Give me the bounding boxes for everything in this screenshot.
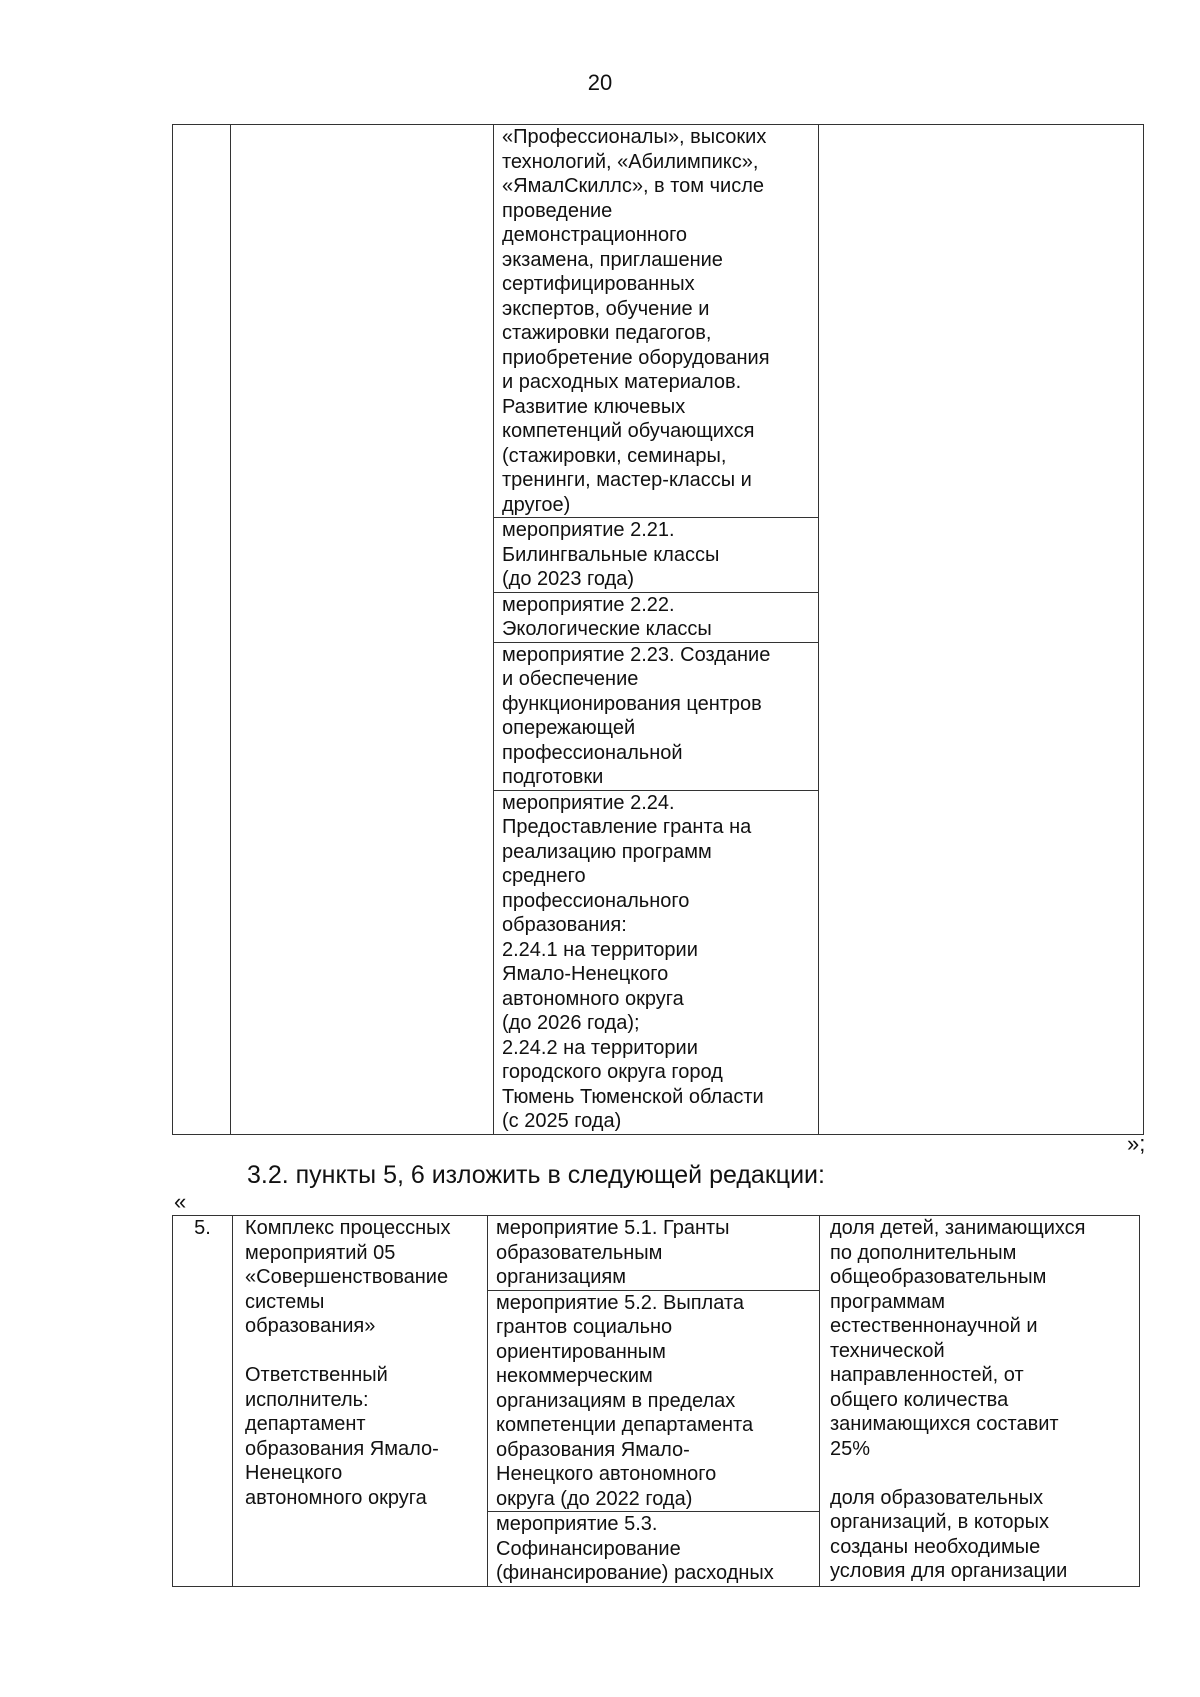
- text-line: 2.24.1 на территории: [502, 938, 698, 961]
- complex-cell-empty: [231, 125, 494, 1135]
- text-line: исполнитель:: [245, 1388, 369, 1411]
- activity-2-23: [494, 643, 818, 791]
- text-line: (до 2026 года);: [502, 1012, 640, 1034]
- activity-5-1: [488, 1216, 819, 1291]
- text-line: грантов социально: [496, 1316, 673, 1338]
- text-line: ориентированным: [496, 1340, 666, 1363]
- text-line: другое): [502, 493, 571, 516]
- text-line: экзамена, приглашение: [502, 248, 723, 271]
- text-line: Билингвальные классы: [502, 543, 720, 566]
- text-line: мероприятие 5.3.: [496, 1513, 658, 1535]
- text-line: мероприятие 5.1. Гранты: [496, 1217, 730, 1239]
- text-line: мероприятие 2.23. Создание: [502, 643, 771, 666]
- text-line: доля детей, занимающихся: [830, 1217, 1086, 1239]
- text-line: проведение: [502, 199, 613, 222]
- text-line: среднего: [502, 865, 586, 887]
- text-line: компетенции департамента: [496, 1414, 754, 1436]
- text-line: Софинансирование: [496, 1537, 681, 1560]
- responsible-executor: [245, 1363, 487, 1510]
- text-line: Ответственный: [245, 1364, 388, 1386]
- new-table: [172, 1215, 1140, 1587]
- text-line: доля образовательных: [830, 1486, 1044, 1509]
- activities-cell: [494, 125, 819, 1135]
- indicator-1: [830, 1216, 1139, 1461]
- text-line: организациям в пределах: [496, 1389, 736, 1412]
- page-number: 20: [587, 70, 613, 95]
- text-line: (с 2025 года): [502, 1110, 622, 1132]
- text-line: и обеспечение: [502, 668, 639, 690]
- text-line: компетенций обучающихся: [502, 420, 755, 442]
- text-line: реализацию программ: [502, 840, 712, 863]
- text-line: общего количества: [830, 1388, 1009, 1411]
- text-line: департамент: [245, 1413, 366, 1435]
- text-line: автономного округа: [245, 1486, 427, 1509]
- text-line: стажировки педагогов,: [502, 322, 712, 344]
- text-line: Ямало-Ненецкого: [502, 963, 669, 985]
- text-line: (финансирование) расходных: [496, 1562, 774, 1584]
- activities-cell: [488, 1216, 820, 1587]
- text-line: мероприятие 2.21.: [502, 519, 675, 541]
- text-line: Развитие ключевых: [502, 395, 686, 418]
- instruction-text: 3.2. пункты 5, 6 изложить в следующей редакции:: [247, 1161, 825, 1189]
- indicator-2: [830, 1486, 1139, 1584]
- text-line: тренинги, мастер-классы и: [502, 469, 752, 491]
- text-line: образования:: [502, 914, 627, 936]
- text-line: профессиональной: [502, 741, 683, 764]
- text-line: профессионального: [502, 889, 690, 912]
- text-line: некоммерческим: [496, 1365, 653, 1387]
- text-line: программам: [830, 1290, 945, 1313]
- text-line: технической: [830, 1339, 945, 1362]
- text-line: общеобразовательным: [830, 1266, 1047, 1288]
- text-line: (до 2023 года): [502, 568, 635, 590]
- text-line: «ЯмалСкиллс», в том числе: [502, 175, 764, 197]
- text-line: подготовки: [502, 766, 604, 788]
- text-line: мероприятие 2.24.: [502, 791, 675, 814]
- text-line: образования»: [245, 1315, 376, 1337]
- text-line: образования Ямало-: [245, 1437, 439, 1460]
- text-line: Экологические классы: [502, 618, 712, 640]
- activity-5-2: [488, 1291, 819, 1513]
- opening-quote: «: [174, 1189, 187, 1214]
- text-line: условия для организации: [830, 1560, 1068, 1582]
- text-line: экспертов, обучение и: [502, 297, 710, 320]
- activity-2-24: [494, 791, 818, 1134]
- text-line: образовательным: [496, 1241, 663, 1264]
- text-line: приобретение оборудования: [502, 346, 770, 369]
- text-line: организаций, в которых: [830, 1511, 1050, 1533]
- text-line: направленностей, от: [830, 1364, 1024, 1386]
- text-line: функционирования центров: [502, 692, 762, 715]
- text-line: системы: [245, 1290, 325, 1313]
- text-line: образования Ямало-: [496, 1438, 690, 1461]
- text-line: демонстрационного: [502, 224, 688, 246]
- text-line: «Совершенствование: [245, 1266, 449, 1288]
- text-line: мероприятие 2.22.: [502, 593, 675, 616]
- indicators-cell: [820, 1216, 1140, 1587]
- text-line: мероприятие 5.2. Выплата: [496, 1291, 744, 1314]
- indicator-cell-empty: [819, 125, 1144, 1135]
- text-line: по дополнительным: [830, 1241, 1017, 1264]
- activity-2-21: [494, 518, 818, 593]
- activity-5-3: [488, 1512, 819, 1586]
- text-line: сертифицированных: [502, 273, 695, 295]
- text-line: мероприятий 05: [245, 1241, 396, 1264]
- complex-name: [245, 1216, 487, 1339]
- text-line: городского округа город: [502, 1061, 723, 1083]
- text-line: занимающихся составит: [830, 1413, 1059, 1435]
- text-line: округа (до 2022 года): [496, 1487, 693, 1510]
- activity-2-22: [494, 593, 818, 643]
- text-line: Тюмень Тюменской области: [502, 1085, 764, 1108]
- text-line: «Профессионалы», высоких: [502, 126, 767, 148]
- text-line: 25%: [830, 1437, 871, 1460]
- text-line: Ненецкого: [245, 1462, 343, 1484]
- text-line: организациям: [496, 1266, 626, 1288]
- activity-2-20-continued: [494, 125, 818, 518]
- text-line: естественнонаучной и: [830, 1315, 1038, 1337]
- closing-quote: »;: [1127, 1131, 1146, 1156]
- text-line: Предоставление гранта на: [502, 816, 752, 838]
- text-line: автономного округа: [502, 987, 684, 1010]
- continued-table: [172, 124, 1144, 1135]
- text-line: 2.24.2 на территории: [502, 1036, 698, 1059]
- number-cell-empty: [173, 125, 231, 1135]
- complex-cell: [233, 1216, 488, 1587]
- text-line: Комплекс процессных: [245, 1217, 451, 1239]
- text-line: (стажировки, семинары,: [502, 444, 727, 467]
- text-line: технологий, «Абилимпикс»,: [502, 150, 759, 173]
- text-line: созданы необходимые: [830, 1535, 1041, 1558]
- text-line: и расходных материалов.: [502, 371, 742, 393]
- text-line: Ненецкого автономного: [496, 1463, 717, 1485]
- text-line: опережающей: [502, 717, 636, 739]
- row-number: 5.: [173, 1216, 233, 1587]
